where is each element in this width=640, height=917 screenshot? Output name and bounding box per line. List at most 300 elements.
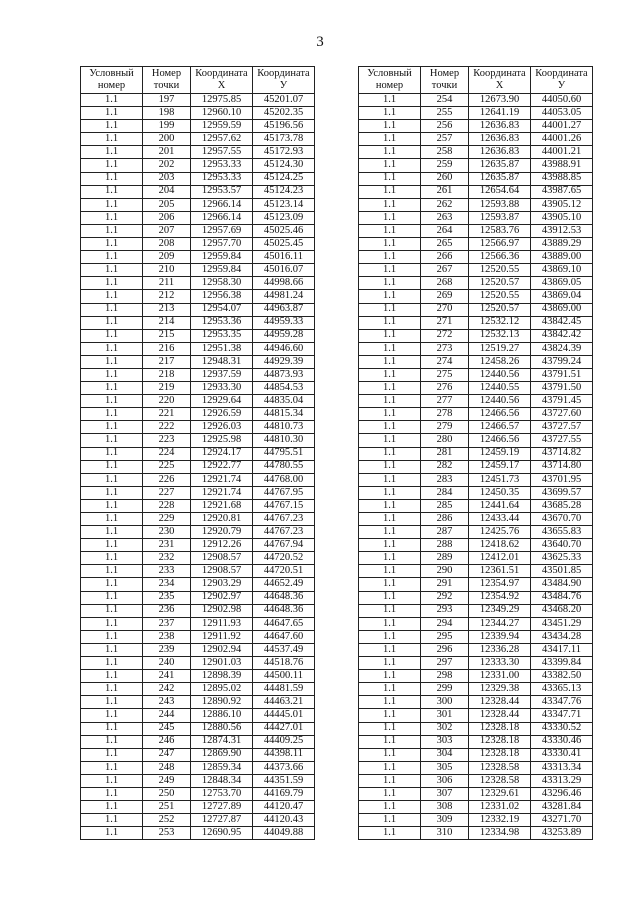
cell-coordinate-x: 12921.74 (191, 486, 253, 499)
cell-point-number: 258 (421, 146, 469, 159)
table-row (81, 133, 315, 146)
table-row (359, 801, 593, 814)
cell-point-number: 270 (421, 303, 469, 316)
cell-point-number: 218 (143, 368, 191, 381)
table-row (359, 329, 593, 342)
table-row (359, 185, 593, 198)
cell-coordinate-x: 12920.81 (191, 513, 253, 526)
table-row (81, 722, 315, 735)
cell-coordinate-y: 43296.46 (531, 787, 593, 800)
cell-coordinate-y: 44767.23 (253, 513, 315, 526)
table-row (81, 316, 315, 329)
table-row (81, 787, 315, 800)
cell-point-number: 269 (421, 290, 469, 303)
table-row (81, 198, 315, 211)
cell-coordinate-x: 12344.27 (469, 617, 531, 630)
table-row (81, 277, 315, 290)
header-line: Номер (429, 68, 460, 79)
cell-coordinate-x: 12331.02 (469, 801, 531, 814)
table-row (359, 303, 593, 316)
cell-conditional-number: 1.1 (359, 499, 421, 512)
cell-coordinate-y: 43791.50 (531, 382, 593, 395)
cell-coordinate-x: 12425.76 (469, 526, 531, 539)
cell-point-number: 284 (421, 486, 469, 499)
cell-coordinate-x: 12328.18 (469, 722, 531, 735)
cell-coordinate-x: 12459.17 (469, 460, 531, 473)
table-row (359, 342, 593, 355)
cell-point-number: 223 (143, 434, 191, 447)
cell-point-number: 274 (421, 355, 469, 368)
cell-coordinate-x: 12895.02 (191, 683, 253, 696)
cell-conditional-number: 1.1 (359, 329, 421, 342)
cell-coordinate-x: 12334.98 (469, 827, 531, 840)
cell-coordinate-y: 43347.71 (531, 709, 593, 722)
table-row (81, 290, 315, 303)
cell-coordinate-y: 44120.47 (253, 801, 315, 814)
cell-conditional-number: 1.1 (359, 473, 421, 486)
cell-coordinate-y: 43685.28 (531, 499, 593, 512)
table-row (359, 290, 593, 303)
cell-coordinate-y: 44647.60 (253, 630, 315, 643)
cell-coordinate-x: 12329.38 (469, 683, 531, 696)
table-row (81, 303, 315, 316)
cell-coordinate-y: 43670.70 (531, 513, 593, 526)
table-row (359, 526, 593, 539)
cell-conditional-number: 1.1 (81, 591, 143, 604)
cell-point-number: 229 (143, 513, 191, 526)
table-row (359, 735, 593, 748)
header-conditional-number (359, 67, 421, 94)
cell-conditional-number: 1.1 (81, 539, 143, 552)
cell-point-number: 226 (143, 473, 191, 486)
table-row (81, 578, 315, 591)
cell-coordinate-y: 43869.04 (531, 290, 593, 303)
cell-coordinate-x: 12412.01 (469, 552, 531, 565)
cell-coordinate-x: 12332.19 (469, 814, 531, 827)
cell-coordinate-x: 12926.59 (191, 408, 253, 421)
table-row (359, 486, 593, 499)
page-number: 3 (316, 34, 324, 50)
cell-conditional-number: 1.1 (81, 172, 143, 185)
cell-point-number: 207 (143, 224, 191, 237)
cell-point-number: 255 (421, 107, 469, 120)
cell-point-number: 260 (421, 172, 469, 185)
cell-point-number: 268 (421, 277, 469, 290)
table-row (359, 421, 593, 434)
cell-point-number: 300 (421, 696, 469, 709)
header-coordinate-y (253, 67, 315, 94)
table-row (81, 552, 315, 565)
table-row (359, 94, 593, 107)
cell-coordinate-y: 43842.42 (531, 329, 593, 342)
cell-coordinate-y: 43484.76 (531, 591, 593, 604)
cell-coordinate-x: 12593.87 (469, 211, 531, 224)
table-row (359, 722, 593, 735)
cell-coordinate-x: 12753.70 (191, 787, 253, 800)
cell-coordinate-x: 12336.28 (469, 643, 531, 656)
cell-coordinate-x: 12933.30 (191, 382, 253, 395)
cell-conditional-number: 1.1 (359, 486, 421, 499)
cell-conditional-number: 1.1 (359, 94, 421, 107)
cell-conditional-number: 1.1 (359, 761, 421, 774)
cell-conditional-number: 1.1 (359, 264, 421, 277)
cell-conditional-number: 1.1 (359, 460, 421, 473)
cell-coordinate-x: 12926.03 (191, 421, 253, 434)
cell-coordinate-x: 12886.10 (191, 709, 253, 722)
cell-point-number: 298 (421, 670, 469, 683)
cell-point-number: 236 (143, 604, 191, 617)
cell-point-number: 231 (143, 539, 191, 552)
cell-coordinate-x: 12333.30 (469, 657, 531, 670)
cell-coordinate-y: 44169.79 (253, 787, 315, 800)
cell-conditional-number: 1.1 (81, 355, 143, 368)
cell-point-number: 272 (421, 329, 469, 342)
cell-coordinate-x: 12520.57 (469, 277, 531, 290)
cell-coordinate-y: 43501.85 (531, 565, 593, 578)
cell-coordinate-y: 45124.25 (253, 172, 315, 185)
table-row (359, 447, 593, 460)
table-row (81, 146, 315, 159)
table-row (359, 591, 593, 604)
cell-conditional-number: 1.1 (81, 185, 143, 198)
table-row (81, 159, 315, 172)
cell-coordinate-y: 43905.12 (531, 198, 593, 211)
cell-coordinate-y: 43468.20 (531, 604, 593, 617)
cell-conditional-number: 1.1 (81, 303, 143, 316)
cell-conditional-number: 1.1 (359, 146, 421, 159)
table-row (359, 748, 593, 761)
cell-coordinate-y: 43889.00 (531, 251, 593, 264)
cell-conditional-number: 1.1 (81, 120, 143, 133)
cell-coordinate-y: 43842.45 (531, 316, 593, 329)
cell-coordinate-x: 12902.94 (191, 643, 253, 656)
cell-coordinate-x: 12331.00 (469, 670, 531, 683)
cell-coordinate-y: 44835.04 (253, 395, 315, 408)
header-line: точки (153, 80, 180, 91)
table-row (359, 198, 593, 211)
cell-coordinate-y: 43313.34 (531, 761, 593, 774)
cell-coordinate-x: 12636.83 (469, 120, 531, 133)
cell-point-number: 285 (421, 499, 469, 512)
cell-conditional-number: 1.1 (81, 787, 143, 800)
cell-coordinate-x: 12361.51 (469, 565, 531, 578)
cell-coordinate-y: 44373.66 (253, 761, 315, 774)
cell-coordinate-y: 45123.14 (253, 198, 315, 211)
table-row (359, 552, 593, 565)
cell-point-number: 230 (143, 526, 191, 539)
table-row (81, 94, 315, 107)
cell-coordinate-x: 12903.29 (191, 578, 253, 591)
cell-point-number: 289 (421, 552, 469, 565)
cell-point-number: 278 (421, 408, 469, 421)
header-line: номер (375, 80, 404, 91)
table-row (81, 329, 315, 342)
cell-coordinate-y: 43434.28 (531, 630, 593, 643)
cell-coordinate-x: 12532.12 (469, 316, 531, 329)
table-row (359, 709, 593, 722)
cell-point-number: 246 (143, 735, 191, 748)
cell-conditional-number: 1.1 (359, 107, 421, 120)
header-point-number (143, 67, 191, 94)
cell-coordinate-y: 45196.56 (253, 120, 315, 133)
cell-conditional-number: 1.1 (81, 159, 143, 172)
cell-coordinate-x: 12966.14 (191, 211, 253, 224)
coordinates-table-left (80, 66, 315, 840)
cell-coordinate-x: 12466.56 (469, 434, 531, 447)
table-row (359, 657, 593, 670)
cell-point-number: 310 (421, 827, 469, 840)
cell-conditional-number: 1.1 (81, 368, 143, 381)
table-row (81, 735, 315, 748)
cell-point-number: 295 (421, 630, 469, 643)
cell-conditional-number: 1.1 (81, 146, 143, 159)
cell-conditional-number: 1.1 (359, 748, 421, 761)
table-row (81, 447, 315, 460)
table-row (81, 382, 315, 395)
cell-coordinate-y: 43714.80 (531, 460, 593, 473)
cell-conditional-number: 1.1 (81, 643, 143, 656)
cell-coordinate-x: 12951.38 (191, 342, 253, 355)
cell-conditional-number: 1.1 (81, 290, 143, 303)
cell-coordinate-x: 12953.36 (191, 316, 253, 329)
cell-coordinate-x: 12898.39 (191, 670, 253, 683)
cell-coordinate-x: 12520.57 (469, 303, 531, 316)
cell-coordinate-y: 44427.01 (253, 722, 315, 735)
cell-coordinate-y: 43869.00 (531, 303, 593, 316)
cell-conditional-number: 1.1 (359, 447, 421, 460)
cell-point-number: 251 (143, 801, 191, 814)
cell-coordinate-y: 44767.94 (253, 539, 315, 552)
cell-point-number: 307 (421, 787, 469, 800)
cell-coordinate-y: 43313.29 (531, 774, 593, 787)
cell-conditional-number: 1.1 (81, 395, 143, 408)
cell-coordinate-x: 12440.56 (469, 368, 531, 381)
cell-point-number: 297 (421, 657, 469, 670)
cell-coordinate-x: 12727.87 (191, 814, 253, 827)
table-row (359, 251, 593, 264)
cell-coordinate-x: 12636.83 (469, 146, 531, 159)
cell-point-number: 286 (421, 513, 469, 526)
table-row (359, 539, 593, 552)
cell-conditional-number: 1.1 (359, 787, 421, 800)
cell-conditional-number: 1.1 (359, 224, 421, 237)
cell-point-number: 244 (143, 709, 191, 722)
cell-coordinate-y: 43484.90 (531, 578, 593, 591)
cell-point-number: 280 (421, 434, 469, 447)
cell-point-number: 277 (421, 395, 469, 408)
table-header (81, 67, 315, 94)
cell-coordinate-x: 12635.87 (469, 159, 531, 172)
cell-coordinate-x: 12328.44 (469, 696, 531, 709)
cell-point-number: 253 (143, 827, 191, 840)
cell-point-number: 261 (421, 185, 469, 198)
cell-coordinate-x: 12959.59 (191, 120, 253, 133)
header-line: Условный (89, 68, 134, 79)
cell-coordinate-x: 12566.97 (469, 238, 531, 251)
cell-coordinate-x: 12354.92 (469, 591, 531, 604)
cell-conditional-number: 1.1 (81, 801, 143, 814)
cell-point-number: 264 (421, 224, 469, 237)
cell-coordinate-y: 43625.33 (531, 552, 593, 565)
cell-coordinate-y: 43727.60 (531, 408, 593, 421)
cell-coordinate-x: 12901.03 (191, 657, 253, 670)
table-row (81, 761, 315, 774)
cell-conditional-number: 1.1 (359, 565, 421, 578)
cell-point-number: 201 (143, 146, 191, 159)
cell-point-number: 257 (421, 133, 469, 146)
cell-conditional-number: 1.1 (359, 735, 421, 748)
table-row (359, 473, 593, 486)
cell-point-number: 239 (143, 643, 191, 656)
cell-coordinate-x: 12520.55 (469, 264, 531, 277)
cell-coordinate-x: 12921.74 (191, 473, 253, 486)
cell-coordinate-y: 43640.70 (531, 539, 593, 552)
cell-point-number: 252 (143, 814, 191, 827)
cell-coordinate-y: 44929.39 (253, 355, 315, 368)
cell-coordinate-x: 12328.18 (469, 735, 531, 748)
table-row (81, 342, 315, 355)
cell-conditional-number: 1.1 (359, 120, 421, 133)
cell-point-number: 282 (421, 460, 469, 473)
cell-conditional-number: 1.1 (81, 329, 143, 342)
cell-conditional-number: 1.1 (81, 670, 143, 683)
cell-conditional-number: 1.1 (81, 657, 143, 670)
cell-conditional-number: 1.1 (359, 368, 421, 381)
cell-point-number: 202 (143, 159, 191, 172)
cell-point-number: 263 (421, 211, 469, 224)
table-row (81, 814, 315, 827)
cell-point-number: 216 (143, 342, 191, 355)
cell-coordinate-x: 12937.59 (191, 368, 253, 381)
cell-coordinate-x: 12354.97 (469, 578, 531, 591)
header-line: Координата (195, 68, 248, 79)
cell-coordinate-x: 12566.36 (469, 251, 531, 264)
cell-conditional-number: 1.1 (81, 264, 143, 277)
cell-point-number: 254 (421, 94, 469, 107)
cell-coordinate-x: 12418.62 (469, 539, 531, 552)
cell-coordinate-x: 12959.84 (191, 264, 253, 277)
cell-conditional-number: 1.1 (81, 578, 143, 591)
cell-conditional-number: 1.1 (81, 565, 143, 578)
cell-coordinate-x: 12459.19 (469, 447, 531, 460)
cell-coordinate-x: 12960.10 (191, 107, 253, 120)
cell-point-number: 200 (143, 133, 191, 146)
cell-coordinate-y: 44648.36 (253, 591, 315, 604)
cell-point-number: 227 (143, 486, 191, 499)
cell-coordinate-y: 43382.50 (531, 670, 593, 683)
cell-conditional-number: 1.1 (81, 513, 143, 526)
cell-conditional-number: 1.1 (81, 630, 143, 643)
cell-coordinate-x: 12727.89 (191, 801, 253, 814)
cell-coordinate-y: 44652.49 (253, 578, 315, 591)
cell-conditional-number: 1.1 (81, 211, 143, 224)
cell-point-number: 290 (421, 565, 469, 578)
cell-point-number: 243 (143, 696, 191, 709)
table-row (81, 264, 315, 277)
cell-conditional-number: 1.1 (81, 827, 143, 840)
cell-conditional-number: 1.1 (81, 198, 143, 211)
cell-coordinate-y: 43330.46 (531, 735, 593, 748)
cell-conditional-number: 1.1 (81, 814, 143, 827)
cell-conditional-number: 1.1 (359, 133, 421, 146)
cell-coordinate-x: 12911.93 (191, 617, 253, 630)
cell-coordinate-x: 12890.92 (191, 696, 253, 709)
table-row (81, 172, 315, 185)
cell-conditional-number: 1.1 (81, 316, 143, 329)
cell-coordinate-y: 43889.29 (531, 238, 593, 251)
cell-coordinate-x: 12433.44 (469, 513, 531, 526)
cell-conditional-number: 1.1 (359, 591, 421, 604)
cell-coordinate-y: 43399.84 (531, 657, 593, 670)
cell-coordinate-y: 45173.78 (253, 133, 315, 146)
cell-coordinate-y: 44998.66 (253, 277, 315, 290)
cell-coordinate-x: 12922.77 (191, 460, 253, 473)
cell-coordinate-y: 43281.84 (531, 801, 593, 814)
cell-point-number: 299 (421, 683, 469, 696)
cell-coordinate-x: 12957.70 (191, 238, 253, 251)
cell-point-number: 256 (421, 120, 469, 133)
cell-point-number: 238 (143, 630, 191, 643)
table-row (359, 355, 593, 368)
cell-point-number: 203 (143, 172, 191, 185)
cell-coordinate-x: 12583.76 (469, 224, 531, 237)
table-row (359, 774, 593, 787)
cell-coordinate-y: 44795.51 (253, 447, 315, 460)
cell-conditional-number: 1.1 (81, 709, 143, 722)
cell-conditional-number: 1.1 (359, 316, 421, 329)
cell-point-number: 211 (143, 277, 191, 290)
cell-coordinate-y: 43791.51 (531, 368, 593, 381)
cell-conditional-number: 1.1 (81, 761, 143, 774)
table-row (81, 486, 315, 499)
cell-conditional-number: 1.1 (81, 382, 143, 395)
cell-coordinate-x: 12948.31 (191, 355, 253, 368)
cell-coordinate-y: 44647.65 (253, 617, 315, 630)
cell-coordinate-x: 12654.64 (469, 185, 531, 198)
header-row (81, 67, 315, 94)
cell-coordinate-x: 12520.55 (469, 290, 531, 303)
cell-conditional-number: 1.1 (81, 224, 143, 237)
cell-point-number: 266 (421, 251, 469, 264)
table-row (359, 643, 593, 656)
table-row (359, 316, 593, 329)
cell-coordinate-y: 44946.60 (253, 342, 315, 355)
cell-coordinate-x: 12339.94 (469, 630, 531, 643)
cell-coordinate-x: 12869.90 (191, 748, 253, 761)
cell-coordinate-y: 44409.25 (253, 735, 315, 748)
cell-conditional-number: 1.1 (81, 486, 143, 499)
cell-point-number: 206 (143, 211, 191, 224)
cell-coordinate-y: 44767.15 (253, 499, 315, 512)
table-row (81, 617, 315, 630)
cell-coordinate-y: 44500.11 (253, 670, 315, 683)
cell-coordinate-x: 12925.98 (191, 434, 253, 447)
cell-point-number: 283 (421, 473, 469, 486)
cell-coordinate-x: 12953.33 (191, 172, 253, 185)
cell-coordinate-x: 12957.55 (191, 146, 253, 159)
header-line: точки (431, 80, 458, 91)
cell-coordinate-y: 44120.43 (253, 814, 315, 827)
cell-point-number: 228 (143, 499, 191, 512)
cell-coordinate-y: 43869.05 (531, 277, 593, 290)
cell-coordinate-y: 45201.07 (253, 94, 315, 107)
cell-conditional-number: 1.1 (81, 342, 143, 355)
cell-coordinate-y: 44445.01 (253, 709, 315, 722)
cell-conditional-number: 1.1 (359, 617, 421, 630)
cell-coordinate-y: 44810.73 (253, 421, 315, 434)
cell-coordinate-x: 12929.64 (191, 395, 253, 408)
header-coordinate-x (191, 67, 253, 94)
